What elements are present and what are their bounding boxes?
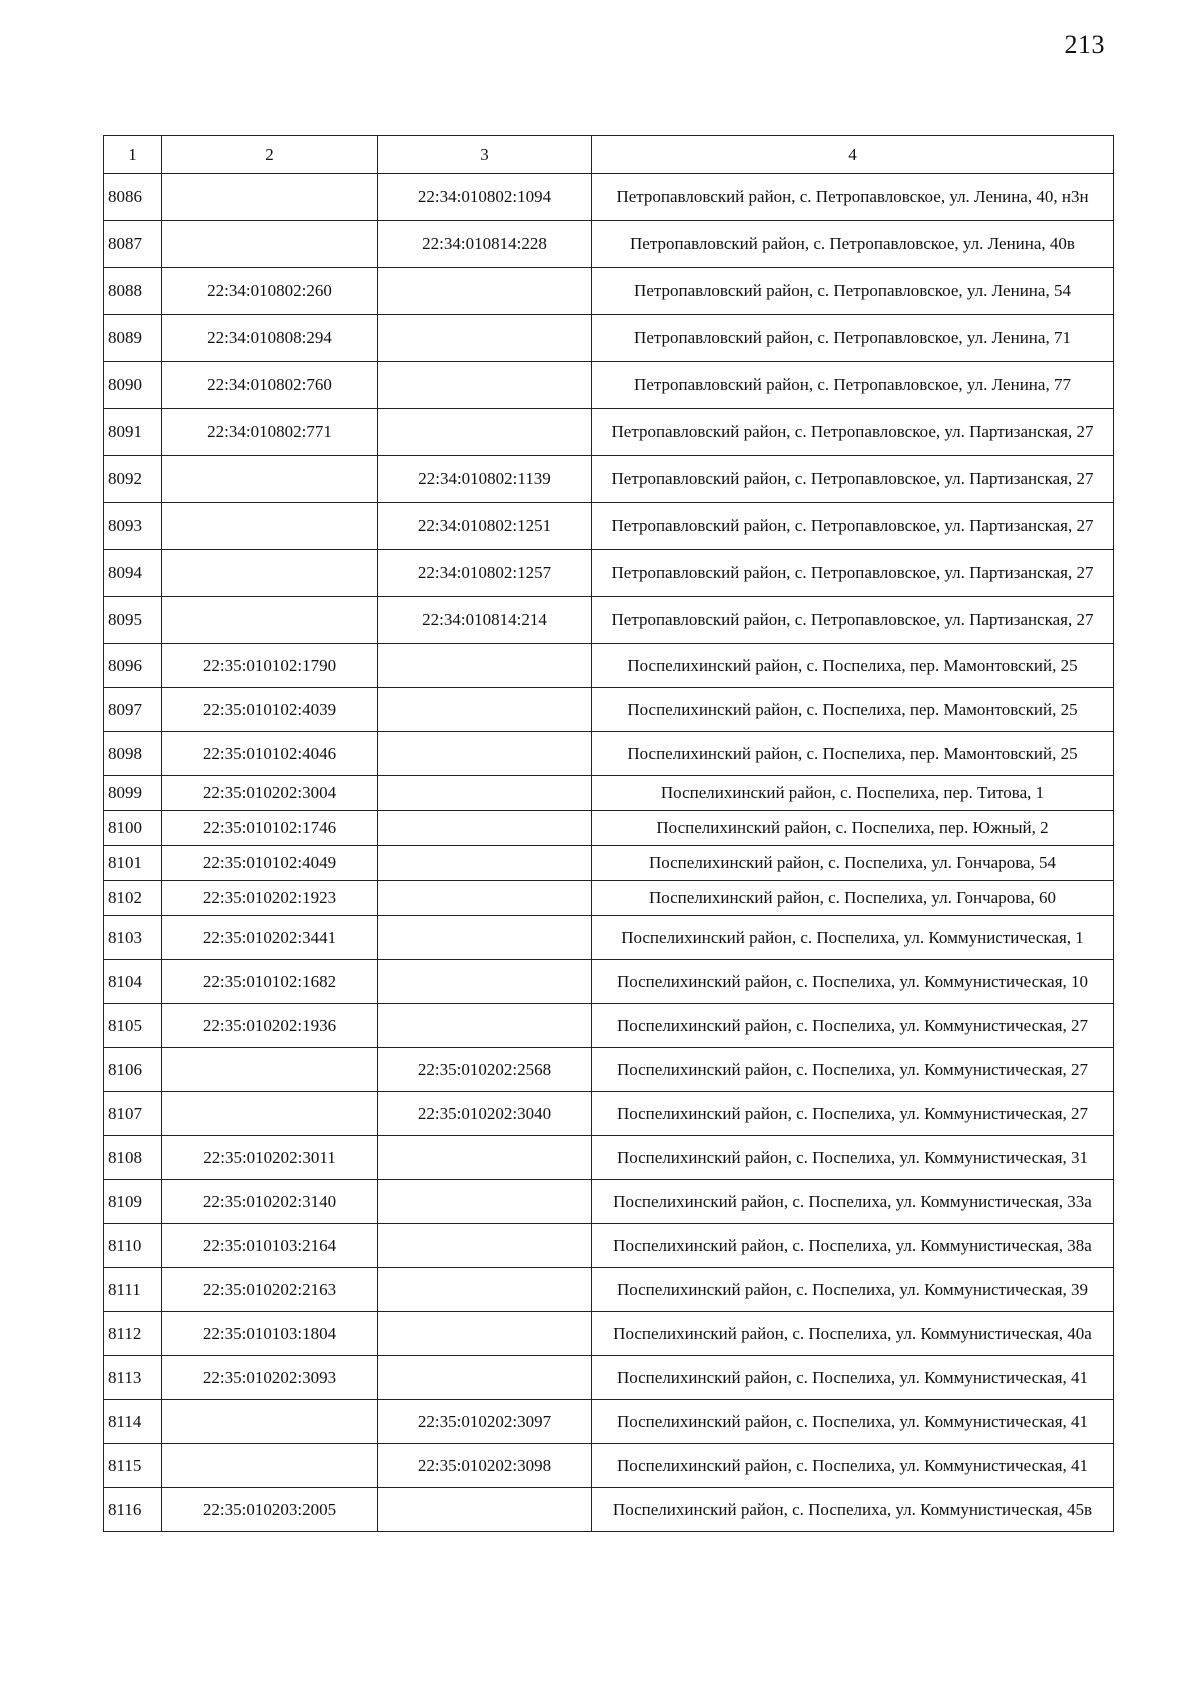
table-row [104,362,1114,409]
cadastral-number-col2: 22:35:010102:1682 [162,960,378,1004]
table-row [104,1488,1114,1532]
address-cell: Поспелихинский район, с. Поспелиха, ул. Коммунистическая, 45в [592,1488,1114,1532]
row-number: 8096 [104,644,162,688]
cadastral-number-col2: 22:35:010102:4039 [162,688,378,732]
header-row [104,136,1114,174]
address-cell: Петропавловский район, с. Петропавловское, ул. Ленина, 71 [592,315,1114,362]
row-number: 8086 [104,174,162,221]
cadastral-number-col3 [378,268,592,315]
address-cell: Петропавловский район, с. Петропавловское, ул. Ленина, 40, н3н [592,174,1114,221]
row-number: 8114 [104,1400,162,1444]
table-row [104,960,1114,1004]
table-row [104,732,1114,776]
cadastral-number-col3: 22:35:010202:3040 [378,1092,592,1136]
cadastral-number-col3: 22:34:010814:228 [378,221,592,268]
row-number: 8102 [104,881,162,916]
table-row [104,1312,1114,1356]
row-number: 8107 [104,1092,162,1136]
cadastral-number-col3 [378,732,592,776]
table-row [104,268,1114,315]
row-number: 8116 [104,1488,162,1532]
row-number: 8109 [104,1180,162,1224]
cadastral-number-col3: 22:35:010202:2568 [378,1048,592,1092]
row-number: 8092 [104,456,162,503]
row-number: 8108 [104,1136,162,1180]
cadastral-number-col2: 22:35:010202:3140 [162,1180,378,1224]
table-row [104,1400,1114,1444]
row-number: 8111 [104,1268,162,1312]
cadastral-number-col3 [378,1356,592,1400]
address-cell: Поспелихинский район, с. Поспелиха, ул. Коммунистическая, 41 [592,1444,1114,1488]
table-row [104,1048,1114,1092]
cadastral-number-col3 [378,1312,592,1356]
address-cell: Петропавловский район, с. Петропавловское, ул. Ленина, 77 [592,362,1114,409]
cadastral-number-col2 [162,1092,378,1136]
row-number: 8087 [104,221,162,268]
cadastral-number-col2: 22:35:010103:1804 [162,1312,378,1356]
row-number: 8103 [104,916,162,960]
address-cell: Петропавловский район, с. Петропавловское, ул. Партизанская, 27 [592,409,1114,456]
address-cell: Поспелихинский район, с. Поспелиха, ул. Коммунистическая, 33а [592,1180,1114,1224]
row-number: 8093 [104,503,162,550]
table-row [104,1444,1114,1488]
cadastral-number-col3 [378,916,592,960]
cadastral-number-col2: 22:34:010802:760 [162,362,378,409]
cadastral-number-col3 [378,960,592,1004]
row-number: 8110 [104,1224,162,1268]
table-row [104,221,1114,268]
cadastral-number-col3: 22:34:010802:1251 [378,503,592,550]
address-cell: Поспелихинский район, с. Поспелиха, ул. Коммунистическая, 27 [592,1048,1114,1092]
cadastral-number-col2: 22:34:010808:294 [162,315,378,362]
cadastral-number-col3 [378,846,592,881]
address-cell: Поспелихинский район, с. Поспелиха, пер. Мамонтовский, 25 [592,688,1114,732]
row-number: 8088 [104,268,162,315]
address-cell: Поспелихинский район, с. Поспелиха, ул. Коммунистическая, 27 [592,1092,1114,1136]
table-row [104,881,1114,916]
cadastral-number-col3 [378,644,592,688]
cadastral-number-col3: 22:34:010802:1139 [378,456,592,503]
address-cell: Петропавловский район, с. Петропавловское, ул. Партизанская, 27 [592,503,1114,550]
cadastral-number-col3 [378,1268,592,1312]
table-row [104,1180,1114,1224]
address-cell: Поспелихинский район, с. Поспелиха, ул. Коммунистическая, 38а [592,1224,1114,1268]
row-number: 8106 [104,1048,162,1092]
row-number: 8097 [104,688,162,732]
cadastral-number-col2 [162,1444,378,1488]
address-cell: Поспелихинский район, с. Поспелиха, пер. Мамонтовский, 25 [592,644,1114,688]
cadastral-number-col2 [162,456,378,503]
cadastral-number-col2 [162,1400,378,1444]
cadastral-number-col2 [162,503,378,550]
address-cell: Поспелихинский район, с. Поспелиха, ул. Коммунистическая, 41 [592,1356,1114,1400]
cadastral-number-col2: 22:35:010203:2005 [162,1488,378,1532]
cadastral-number-col2: 22:34:010802:771 [162,409,378,456]
cadastral-number-col3: 22:35:010202:3097 [378,1400,592,1444]
address-cell: Поспелихинский район, с. Поспелиха, ул. Коммунистическая, 41 [592,1400,1114,1444]
address-cell: Поспелихинский район, с. Поспелиха, ул. Коммунистическая, 27 [592,1004,1114,1048]
cadastral-number-col3 [378,315,592,362]
cadastral-number-col2: 22:35:010102:4046 [162,732,378,776]
cadastral-number-col2: 22:35:010102:1746 [162,811,378,846]
row-number: 8113 [104,1356,162,1400]
address-cell: Петропавловский район, с. Петропавловское, ул. Ленина, 54 [592,268,1114,315]
table-row [104,688,1114,732]
cadastral-number-col3 [378,688,592,732]
address-cell: Петропавловский район, с. Петропавловское, ул. Партизанская, 27 [592,597,1114,644]
address-cell: Поспелихинский район, с. Поспелиха, ул. Коммунистическая, 39 [592,1268,1114,1312]
address-cell: Поспелихинский район, с. Поспелиха, ул. Коммунистическая, 40а [592,1312,1114,1356]
table-row [104,1268,1114,1312]
cadastral-number-col3 [378,409,592,456]
address-cell: Поспелихинский район, с. Поспелиха, ул. Гончарова, 54 [592,846,1114,881]
column-header-4: 4 [592,136,1114,174]
table-header [104,136,1114,174]
table-row [104,1224,1114,1268]
cadastral-number-col2: 22:35:010103:2164 [162,1224,378,1268]
row-number: 8090 [104,362,162,409]
cadastral-number-col3 [378,811,592,846]
cadastral-number-col2: 22:35:010202:3011 [162,1136,378,1180]
cadastral-number-col3 [378,1180,592,1224]
table-row [104,916,1114,960]
table-row [104,409,1114,456]
page-number: 213 [1064,30,1105,59]
address-cell: Петропавловский район, с. Петропавловское, ул. Партизанская, 27 [592,456,1114,503]
cadastral-number-col2 [162,1048,378,1092]
address-cell: Поспелихинский район, с. Поспелиха, ул. Коммунистическая, 1 [592,916,1114,960]
row-number: 8115 [104,1444,162,1488]
table-row [104,846,1114,881]
cadastral-number-col3 [378,1004,592,1048]
cadastral-number-col3: 22:34:010814:214 [378,597,592,644]
cadastral-number-col2: 22:34:010802:260 [162,268,378,315]
cadastral-number-col2: 22:35:010202:1936 [162,1004,378,1048]
address-cell: Поспелихинский район, с. Поспелиха, ул. Коммунистическая, 31 [592,1136,1114,1180]
table-row [104,1092,1114,1136]
cadastral-number-col2: 22:35:010202:2163 [162,1268,378,1312]
table-row [104,776,1114,811]
cadastral-number-col2 [162,550,378,597]
table-row [104,174,1114,221]
column-header-2: 2 [162,136,378,174]
column-header-1: 1 [104,136,162,174]
cadastral-number-col2 [162,174,378,221]
address-cell: Петропавловский район, с. Петропавловское, ул. Ленина, 40в [592,221,1114,268]
address-cell: Поспелихинский район, с. Поспелиха, ул. Гончарова, 60 [592,881,1114,916]
cadastral-number-col2: 22:35:010102:1790 [162,644,378,688]
table-row [104,1356,1114,1400]
address-cell: Петропавловский район, с. Петропавловское, ул. Партизанская, 27 [592,550,1114,597]
cadastral-number-col3: 22:34:010802:1094 [378,174,592,221]
cadastral-number-col3 [378,362,592,409]
address-cell: Поспелихинский район, с. Поспелиха, пер. Южный, 2 [592,811,1114,846]
row-number: 8105 [104,1004,162,1048]
address-cell: Поспелихинский район, с. Поспелиха, ул. Коммунистическая, 10 [592,960,1114,1004]
table-row [104,811,1114,846]
table-row [104,315,1114,362]
cadastral-number-col3 [378,1224,592,1268]
property-registry-table [103,135,1114,1532]
table-row [104,1004,1114,1048]
cadastral-number-col3 [378,776,592,811]
cadastral-number-col2: 22:35:010202:3441 [162,916,378,960]
cadastral-number-col2 [162,221,378,268]
row-number: 8091 [104,409,162,456]
cadastral-number-col3 [378,1136,592,1180]
table-row [104,456,1114,503]
row-number: 8099 [104,776,162,811]
table-row [104,503,1114,550]
row-number: 8094 [104,550,162,597]
row-number: 8112 [104,1312,162,1356]
address-cell: Поспелихинский район, с. Поспелиха, пер. Мамонтовский, 25 [592,732,1114,776]
row-number: 8098 [104,732,162,776]
address-cell: Поспелихинский район, с. Поспелиха, пер. Титова, 1 [592,776,1114,811]
row-number: 8100 [104,811,162,846]
row-number: 8089 [104,315,162,362]
cadastral-number-col2: 22:35:010202:1923 [162,881,378,916]
table-row [104,644,1114,688]
cadastral-number-col3 [378,1488,592,1532]
cadastral-number-col2: 22:35:010202:3093 [162,1356,378,1400]
column-header-3: 3 [378,136,592,174]
cadastral-number-col2: 22:35:010102:4049 [162,846,378,881]
row-number: 8095 [104,597,162,644]
cadastral-number-col2: 22:35:010202:3004 [162,776,378,811]
cadastral-number-col2 [162,597,378,644]
cadastral-number-col3 [378,881,592,916]
table-row [104,1136,1114,1180]
table-row [104,550,1114,597]
cadastral-number-col3: 22:34:010802:1257 [378,550,592,597]
table-body [104,174,1114,1532]
table-row [104,597,1114,644]
row-number: 8101 [104,846,162,881]
row-number: 8104 [104,960,162,1004]
cadastral-number-col3: 22:35:010202:3098 [378,1444,592,1488]
